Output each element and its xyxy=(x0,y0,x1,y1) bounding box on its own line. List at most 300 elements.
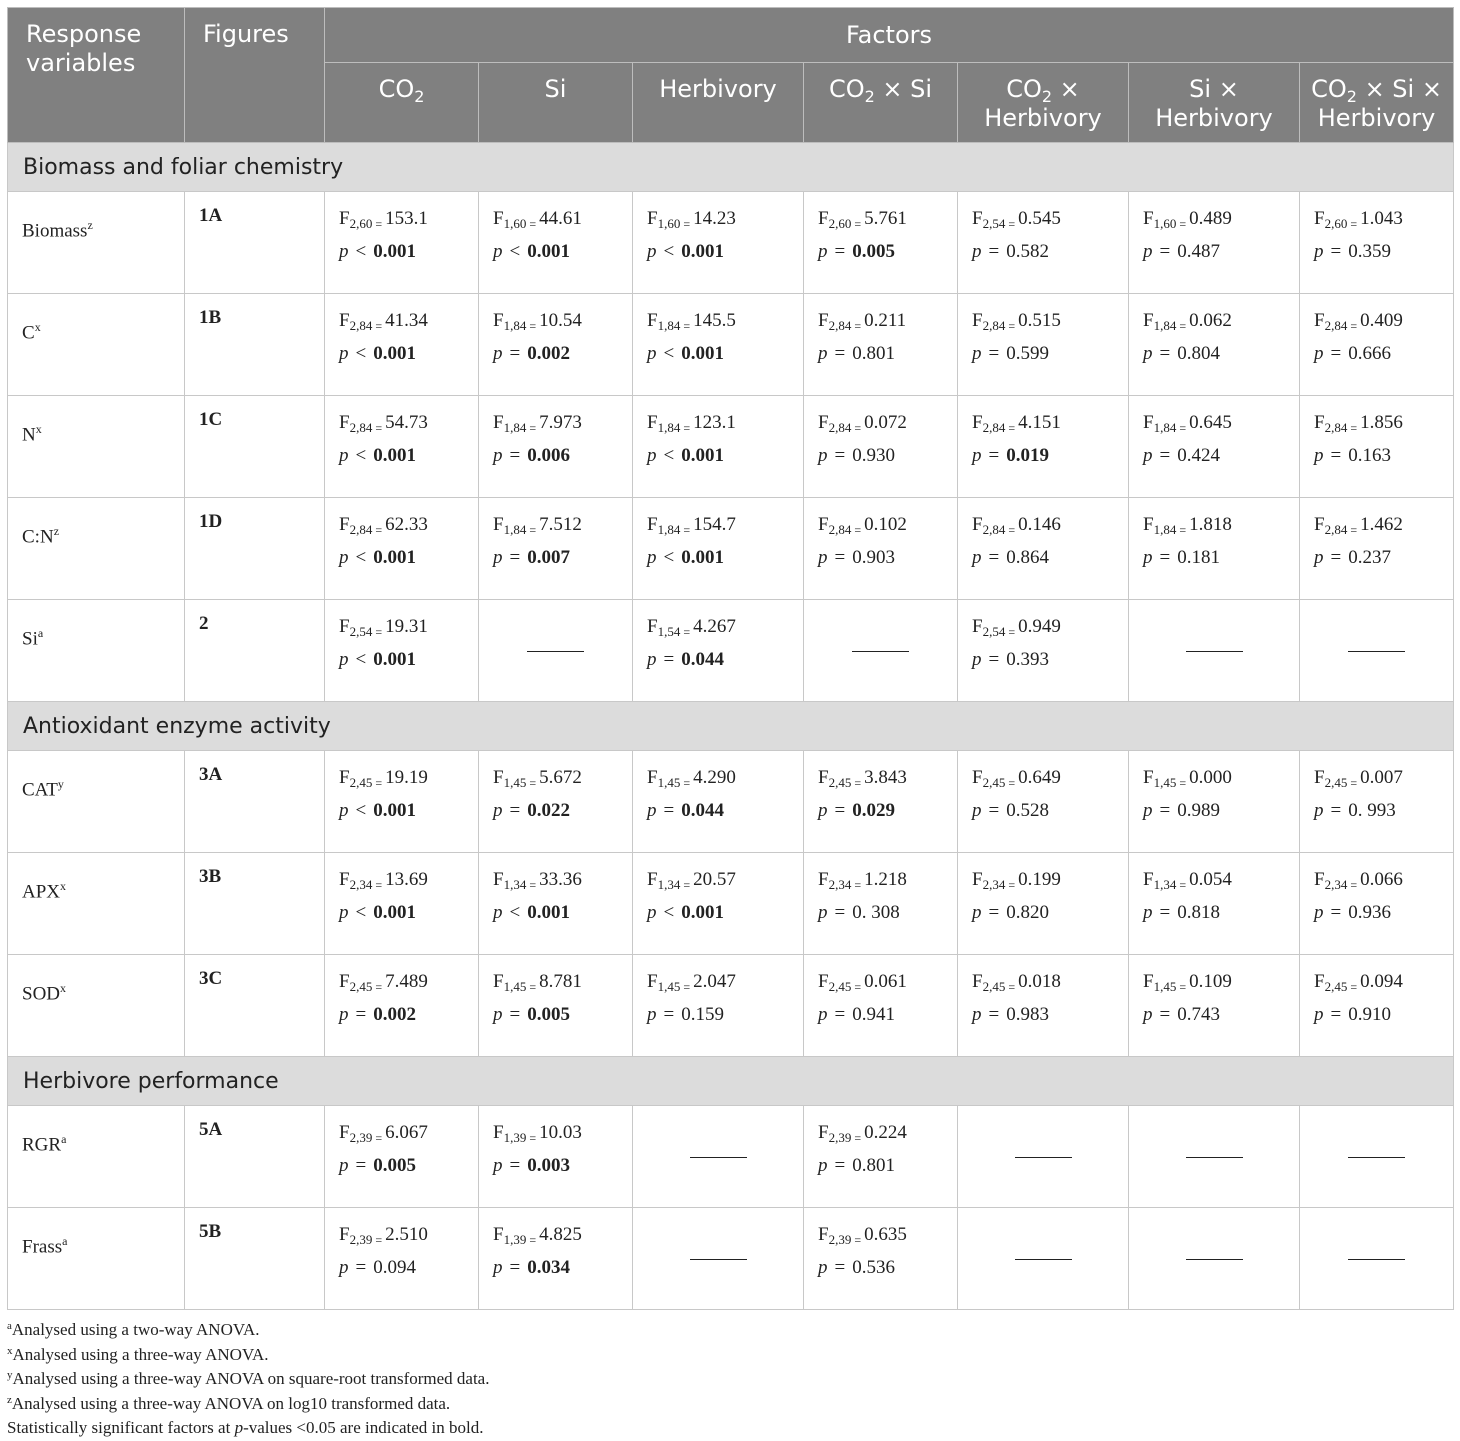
f-equals: = xyxy=(1005,776,1019,790)
f-value: 153.1 xyxy=(385,208,428,229)
p-operator: = xyxy=(1159,547,1171,568)
p-symbol: p xyxy=(972,445,982,466)
p-symbol: p xyxy=(818,241,828,262)
p-statistic xyxy=(1314,797,1453,825)
f-symbol: F xyxy=(647,616,658,637)
statistic-cell xyxy=(1129,498,1300,600)
p-value-significant: 0.001 xyxy=(373,241,416,262)
f-symbol: F xyxy=(818,1224,829,1245)
statistic-block xyxy=(1314,396,1453,470)
degrees-of-freedom: 2,84 xyxy=(828,318,852,333)
statistic-block xyxy=(493,498,632,572)
p-operator: = xyxy=(1159,800,1171,821)
statistic-block xyxy=(339,294,478,368)
f-value: 0.949 xyxy=(1018,616,1061,637)
f-value: 1.462 xyxy=(1360,514,1403,535)
degrees-of-freedom: 2,84 xyxy=(1324,420,1348,435)
statistic-cell xyxy=(958,955,1129,1057)
p-operator: < xyxy=(509,902,521,923)
p-value: 0.910 xyxy=(1348,1004,1391,1025)
p-symbol: p xyxy=(339,1155,349,1176)
degrees-of-freedom: 1,84 xyxy=(657,522,681,537)
f-equals: = xyxy=(1005,217,1019,231)
f-equals: = xyxy=(1347,980,1361,994)
header-col-co2-x-si-x-herbivory: $CO_2 \times Si$ × Herbivory xyxy=(1300,63,1454,143)
f-value: 7.512 xyxy=(539,514,582,535)
f-statistic xyxy=(647,205,803,238)
statistic-cell xyxy=(1300,853,1454,955)
p-statistic xyxy=(818,340,957,368)
analysis-footnote-marker: y xyxy=(57,777,64,791)
p-symbol: p xyxy=(1143,1004,1153,1025)
statistic-cell xyxy=(804,294,958,396)
figure-reference: 1A xyxy=(185,192,325,294)
degrees-of-freedom: 1,84 xyxy=(503,318,527,333)
statistic-cell xyxy=(804,192,958,294)
f-equals: = xyxy=(372,217,386,231)
statistic-cell xyxy=(633,396,804,498)
p-operator: = xyxy=(834,547,846,568)
p-operator: = xyxy=(1330,800,1342,821)
f-statistic xyxy=(493,1119,632,1152)
statistic-cell xyxy=(958,853,1129,955)
f-value: 13.69 xyxy=(385,869,428,890)
p-operator: = xyxy=(988,343,1000,364)
f-value: 0.066 xyxy=(1360,869,1403,890)
not-applicable-dash xyxy=(690,1259,747,1260)
f-value: 0.102 xyxy=(864,514,907,535)
f-statistic xyxy=(818,409,957,442)
p-operator: = xyxy=(834,1257,846,1278)
f-equals: = xyxy=(1176,421,1190,435)
f-equals: = xyxy=(680,523,694,537)
p-operator: = xyxy=(355,1004,367,1025)
f-symbol: F xyxy=(1314,971,1325,992)
statistic-block xyxy=(339,955,478,1029)
p-value-significant: 0.044 xyxy=(681,800,724,821)
response-variable-name: RGR xyxy=(22,1134,62,1156)
f-value: 0.649 xyxy=(1018,767,1061,788)
f-symbol: F xyxy=(647,971,658,992)
p-value: 0.941 xyxy=(852,1004,895,1025)
f-equals: = xyxy=(1005,421,1019,435)
table-row xyxy=(8,294,1454,396)
p-statistic xyxy=(972,646,1128,674)
f-value: 10.54 xyxy=(539,310,582,331)
f-equals: = xyxy=(1176,319,1190,333)
analysis-footnote-marker: x xyxy=(35,422,42,436)
f-equals: = xyxy=(1347,523,1361,537)
p-value: 0.801 xyxy=(852,1155,895,1176)
statistic-block xyxy=(972,955,1128,1029)
f-equals: = xyxy=(526,421,540,435)
section-row xyxy=(8,1057,1454,1106)
p-symbol: p xyxy=(1143,902,1153,923)
p-statistic xyxy=(647,238,803,266)
f-value: 0.515 xyxy=(1018,310,1061,331)
p-statistic xyxy=(339,797,478,825)
degrees-of-freedom: 1,45 xyxy=(1153,775,1177,790)
f-value: 4.825 xyxy=(539,1224,582,1245)
f-symbol: F xyxy=(818,208,829,229)
degrees-of-freedom: 1,60 xyxy=(657,216,681,231)
p-symbol: p xyxy=(1314,902,1324,923)
degrees-of-freedom: 2,54 xyxy=(982,624,1006,639)
p-operator: = xyxy=(988,1004,1000,1025)
degrees-of-freedom: 2,84 xyxy=(349,318,373,333)
degrees-of-freedom: 1,84 xyxy=(657,420,681,435)
p-value: 0.237 xyxy=(1348,547,1391,568)
f-equals: = xyxy=(1176,878,1190,892)
p-statistic xyxy=(493,1001,632,1029)
degrees-of-freedom: 2,84 xyxy=(828,420,852,435)
p-statistic xyxy=(1314,238,1453,266)
p-symbol: p xyxy=(818,1155,828,1176)
p-value-significant: 0.001 xyxy=(373,343,416,364)
degrees-of-freedom: 1,45 xyxy=(1153,979,1177,994)
statistic-block xyxy=(339,1106,478,1180)
p-statistic xyxy=(647,1001,803,1029)
table-row xyxy=(8,955,1454,1057)
p-symbol: p xyxy=(493,902,503,923)
header-figures: Figures xyxy=(185,8,325,143)
f-statistic xyxy=(493,968,632,1001)
degrees-of-freedom: 1,54 xyxy=(657,624,681,639)
statistic-block xyxy=(1143,751,1299,825)
response-variable-cell xyxy=(8,751,185,853)
f-symbol: F xyxy=(1314,767,1325,788)
f-statistic xyxy=(339,511,478,544)
degrees-of-freedom: 2,84 xyxy=(349,420,373,435)
p-symbol: p xyxy=(818,902,828,923)
statistic-block xyxy=(1143,498,1299,572)
f-equals: = xyxy=(1176,776,1190,790)
p-symbol: p xyxy=(818,1004,828,1025)
f-symbol: F xyxy=(339,971,350,992)
f-value: 5.672 xyxy=(539,767,582,788)
footnote-text: Analysed using a three-way ANOVA on log10 transformed data. xyxy=(11,1393,451,1413)
f-value: 8.781 xyxy=(539,971,582,992)
p-statistic xyxy=(339,646,478,674)
statistic-cell xyxy=(479,1208,633,1310)
p-statistic xyxy=(818,1001,957,1029)
degrees-of-freedom: 1,84 xyxy=(1153,522,1177,537)
f-statistic xyxy=(818,764,957,797)
f-statistic xyxy=(972,866,1128,899)
f-symbol: F xyxy=(339,767,350,788)
degrees-of-freedom: 1,34 xyxy=(1153,877,1177,892)
p-symbol: p xyxy=(972,649,982,670)
p-value-significant: 0.005 xyxy=(373,1155,416,1176)
p-statistic xyxy=(493,340,632,368)
p-operator: < xyxy=(355,241,367,262)
response-variable-name: N xyxy=(22,424,36,446)
p-value: 0.599 xyxy=(1006,343,1049,364)
p-symbol: p xyxy=(1143,343,1153,364)
p-value: 0.989 xyxy=(1177,800,1220,821)
f-value: 2.510 xyxy=(385,1224,428,1245)
degrees-of-freedom: 1,84 xyxy=(657,318,681,333)
p-symbol: p xyxy=(1314,445,1324,466)
section-title: Antioxidant enzyme activity xyxy=(8,702,1454,751)
f-statistic xyxy=(972,764,1128,797)
f-value: 0.054 xyxy=(1189,869,1232,890)
p-value: 0.181 xyxy=(1177,547,1220,568)
p-symbol: p xyxy=(647,445,657,466)
p-operator: = xyxy=(1330,241,1342,262)
not-applicable-cell xyxy=(633,1208,804,1310)
statistic-cell xyxy=(325,853,479,955)
f-statistic xyxy=(493,1221,632,1254)
p-operator: < xyxy=(663,547,675,568)
f-symbol: F xyxy=(972,869,983,890)
p-symbol: p xyxy=(647,902,657,923)
f-statistic xyxy=(818,866,957,899)
statistic-cell xyxy=(958,498,1129,600)
statistic-cell xyxy=(1129,751,1300,853)
f-value: 19.19 xyxy=(385,767,428,788)
p-statistic xyxy=(339,1001,478,1029)
statistic-block xyxy=(818,396,957,470)
f-statistic xyxy=(339,1221,478,1254)
f-statistic xyxy=(1143,866,1299,899)
f-value: 0.007 xyxy=(1360,767,1403,788)
p-statistic xyxy=(339,238,478,266)
f-value: 6.067 xyxy=(385,1122,428,1143)
p-symbol: p xyxy=(339,241,349,262)
p-statistic xyxy=(339,340,478,368)
not-applicable-cell xyxy=(958,1208,1129,1310)
p-operator: = xyxy=(509,547,521,568)
f-value: 4.151 xyxy=(1018,412,1061,433)
p-value: 0.903 xyxy=(852,547,895,568)
f-symbol: F xyxy=(818,1122,829,1143)
f-equals: = xyxy=(851,980,865,994)
f-symbol: F xyxy=(493,869,504,890)
p-statistic xyxy=(1314,1001,1453,1029)
p-value-significant: 0.002 xyxy=(373,1004,416,1025)
response-variable-cell xyxy=(8,294,185,396)
statistic-cell xyxy=(325,294,479,396)
f-equals: = xyxy=(1347,878,1361,892)
f-equals: = xyxy=(1347,776,1361,790)
statistic-cell xyxy=(958,294,1129,396)
p-statistic xyxy=(972,1001,1128,1029)
statistic-cell xyxy=(633,600,804,702)
figure-reference: 1D xyxy=(185,498,325,600)
f-statistic xyxy=(339,968,478,1001)
statistic-cell xyxy=(958,600,1129,702)
p-operator: = xyxy=(509,800,521,821)
f-statistic xyxy=(647,866,803,899)
p-value-significant: 0.019 xyxy=(1006,445,1049,466)
p-symbol: p xyxy=(493,547,503,568)
f-equals: = xyxy=(851,217,865,231)
p-operator: = xyxy=(988,547,1000,568)
analysis-footnote-marker: x xyxy=(60,879,67,893)
statistic-cell xyxy=(479,396,633,498)
p-operator: < xyxy=(355,902,367,923)
p-statistic xyxy=(1143,238,1299,266)
statistic-cell xyxy=(479,498,633,600)
p-statistic xyxy=(972,899,1128,927)
p-operator: < xyxy=(509,241,521,262)
statistic-block xyxy=(1143,396,1299,470)
f-equals: = xyxy=(1347,217,1361,231)
p-operator: = xyxy=(509,445,521,466)
not-applicable-cell xyxy=(1129,600,1300,702)
statistic-block xyxy=(818,1106,957,1180)
f-value: 4.267 xyxy=(693,616,736,637)
statistic-cell xyxy=(633,751,804,853)
not-applicable-cell xyxy=(1300,1106,1454,1208)
analysis-footnote-marker: x xyxy=(34,320,41,334)
f-symbol: F xyxy=(972,514,983,535)
footnote-marker: z xyxy=(7,1393,12,1406)
p-value: 0.094 xyxy=(373,1257,416,1278)
p-symbol: p xyxy=(493,1155,503,1176)
statistic-block xyxy=(1143,955,1299,1029)
statistic-block xyxy=(818,955,957,1029)
statistic-cell xyxy=(1129,955,1300,1057)
p-statistic xyxy=(493,1254,632,1282)
degrees-of-freedom: 1,84 xyxy=(1153,318,1177,333)
f-symbol: F xyxy=(493,1224,504,1245)
f-symbol: F xyxy=(972,208,983,229)
statistic-block xyxy=(1314,751,1453,825)
f-equals: = xyxy=(1176,980,1190,994)
p-symbol: p xyxy=(647,649,657,670)
header-factors: Factors xyxy=(325,8,1454,63)
statistic-cell xyxy=(479,955,633,1057)
f-equals: = xyxy=(851,421,865,435)
response-variable-name: C:N xyxy=(22,526,54,548)
anova-results-table-container xyxy=(7,7,1453,1441)
statistic-cell xyxy=(479,853,633,955)
f-value: 1.218 xyxy=(864,869,907,890)
p-operator: < xyxy=(663,902,675,923)
header-col-co2-x-si: $CO_2 \times Si$ xyxy=(804,63,958,143)
statistic-cell xyxy=(325,751,479,853)
p-value: 0.801 xyxy=(852,343,895,364)
f-equals: = xyxy=(680,421,694,435)
f-equals: = xyxy=(851,1233,865,1247)
p-statistic xyxy=(972,340,1128,368)
p-symbol: p xyxy=(972,547,982,568)
f-equals: = xyxy=(372,1233,386,1247)
f-equals: = xyxy=(680,319,694,333)
f-symbol: F xyxy=(647,869,658,890)
f-statistic xyxy=(647,511,803,544)
p-value-significant: 0.003 xyxy=(527,1155,570,1176)
statistic-block xyxy=(818,853,957,927)
f-value: 0.409 xyxy=(1360,310,1403,331)
p-value: 0.359 xyxy=(1348,241,1391,262)
statistic-block xyxy=(493,1106,632,1180)
f-value: 0.545 xyxy=(1018,208,1061,229)
f-value: 0.094 xyxy=(1360,971,1403,992)
f-statistic xyxy=(647,409,803,442)
f-statistic xyxy=(818,511,957,544)
degrees-of-freedom: 2,34 xyxy=(982,877,1006,892)
p-value: 0.163 xyxy=(1348,445,1391,466)
p-operator: = xyxy=(1159,1004,1171,1025)
p-symbol: p xyxy=(972,241,982,262)
p-value-significant: 0.007 xyxy=(527,547,570,568)
f-value: 14.23 xyxy=(693,208,736,229)
p-statistic xyxy=(647,899,803,927)
f-equals: = xyxy=(1005,319,1019,333)
header-col-herbivory: Herbivory xyxy=(633,63,804,143)
degrees-of-freedom: 2,84 xyxy=(349,522,373,537)
p-statistic xyxy=(1314,544,1453,572)
statistic-block xyxy=(647,498,803,572)
f-value: 0.000 xyxy=(1189,767,1232,788)
significance-note xyxy=(7,1416,1453,1441)
f-symbol: F xyxy=(493,767,504,788)
statistic-cell xyxy=(479,192,633,294)
table-row xyxy=(8,498,1454,600)
p-statistic xyxy=(818,797,957,825)
degrees-of-freedom: 2,54 xyxy=(982,216,1006,231)
footnote xyxy=(7,1318,1453,1343)
statistic-cell xyxy=(804,955,958,1057)
f-statistic xyxy=(339,307,478,340)
f-symbol: F xyxy=(339,869,350,890)
p-operator: = xyxy=(509,343,521,364)
f-equals: = xyxy=(1176,523,1190,537)
p-symbol: p xyxy=(972,902,982,923)
f-equals: = xyxy=(526,523,540,537)
f-statistic xyxy=(1314,968,1453,1001)
table-row xyxy=(8,751,1454,853)
f-symbol: F xyxy=(1143,971,1154,992)
degrees-of-freedom: 1,39 xyxy=(503,1130,527,1145)
f-statistic xyxy=(493,205,632,238)
p-value-significant: 0.005 xyxy=(527,1004,570,1025)
response-variable-name: APX xyxy=(22,881,61,903)
p-symbol: p xyxy=(339,649,349,670)
f-statistic xyxy=(1143,205,1299,238)
f-symbol: F xyxy=(818,767,829,788)
degrees-of-freedom: 2,54 xyxy=(349,624,373,639)
statistic-block xyxy=(493,955,632,1029)
f-value: 0.109 xyxy=(1189,971,1232,992)
f-equals: = xyxy=(680,217,694,231)
p-symbol: p xyxy=(647,547,657,568)
p-statistic xyxy=(493,797,632,825)
f-statistic xyxy=(972,968,1128,1001)
header-response-variables: Response variables xyxy=(8,8,185,143)
f-value: 0.211 xyxy=(864,310,907,331)
p-statistic xyxy=(647,442,803,470)
p-symbol: p xyxy=(1143,547,1153,568)
f-statistic xyxy=(647,968,803,1001)
p-value-significant: 0.044 xyxy=(681,649,724,670)
degrees-of-freedom: 2,45 xyxy=(349,775,373,790)
f-equals: = xyxy=(680,776,694,790)
f-symbol: F xyxy=(339,1224,350,1245)
not-applicable-dash xyxy=(1186,1157,1243,1158)
statistic-cell xyxy=(1300,955,1454,1057)
statistic-cell xyxy=(958,396,1129,498)
p-value: 0.528 xyxy=(1006,800,1049,821)
f-statistic xyxy=(1143,307,1299,340)
f-symbol: F xyxy=(493,208,504,229)
f-value: 0.061 xyxy=(864,971,907,992)
p-operator: = xyxy=(834,1155,846,1176)
statistic-cell xyxy=(804,751,958,853)
